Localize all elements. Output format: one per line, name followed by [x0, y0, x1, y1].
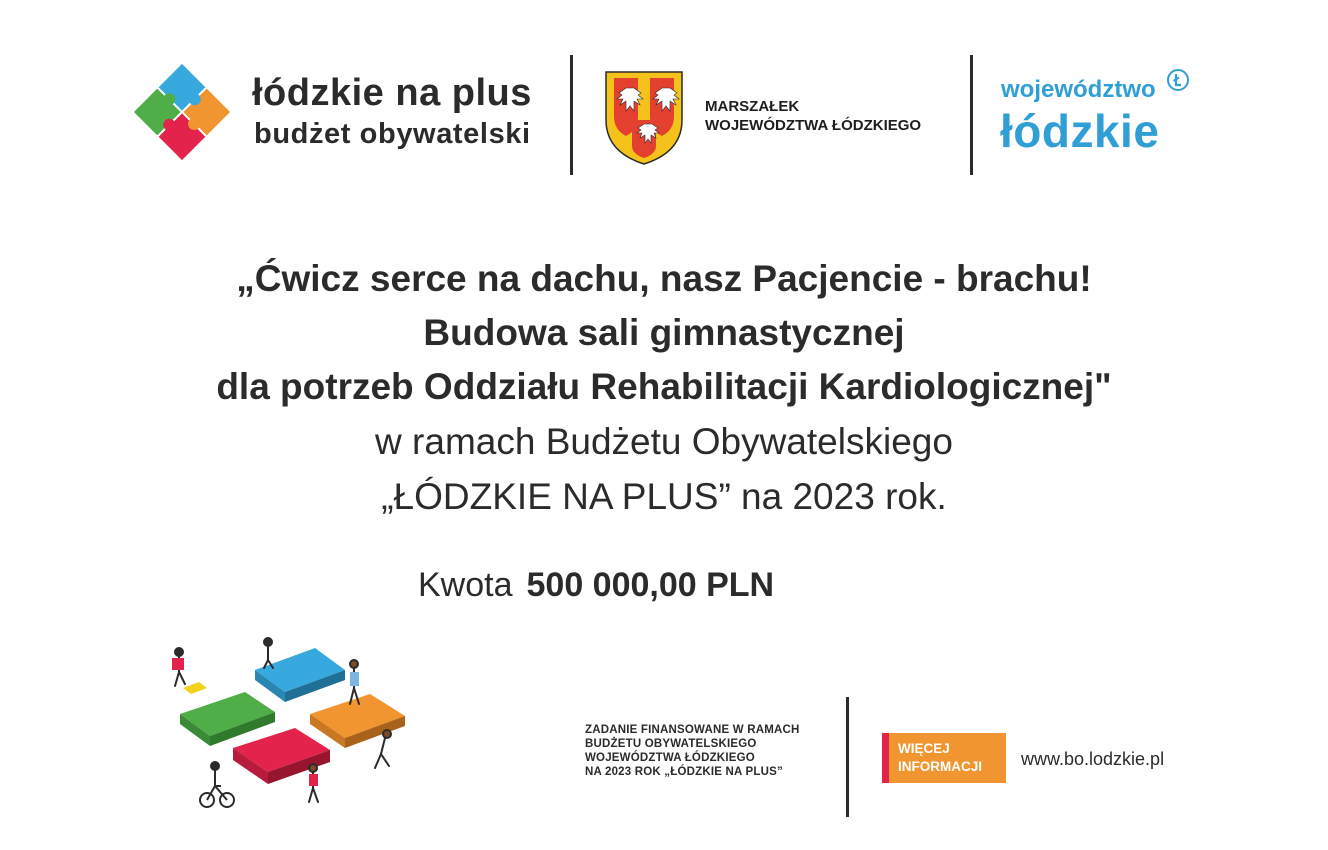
brand-subtitle: budżet obywatelski: [254, 118, 531, 150]
lodzkie-coin-icon: [1166, 68, 1190, 92]
project-subtitle-line2: „ŁÓDZKIE NA PLUS” na 2023 rok.: [381, 476, 947, 517]
financing-info-line2: BUDŻETU OBYWATELSKIEGO: [585, 738, 757, 750]
more-info-button[interactable]: [882, 733, 1006, 783]
project-subtitle-line1: w ramach Budżetu Obywatelskiego: [375, 421, 953, 462]
more-info-label-line1: WIĘCEJ: [898, 741, 950, 756]
puzzle-piece-green-icon: [180, 692, 275, 746]
project-title-line1: „Ćwicz serce na dachu, nasz Pacjencie - brachu!: [236, 258, 1092, 299]
marszalek-label: MARSZAŁEK: [705, 98, 800, 115]
financing-info-line1: ZADANIE FINANSOWANE W RAMACH: [585, 724, 800, 736]
footer-divider: [846, 697, 849, 817]
website-link[interactable]: www.bo.lodzkie.pl: [1021, 749, 1165, 769]
amount-label: Kwota: [418, 566, 513, 604]
financing-info-line3: WOJEWÓDZTWA ŁÓDZKIEGO: [585, 752, 755, 764]
wojewodztwo-label: województwo: [1001, 76, 1156, 103]
amount: [418, 566, 774, 605]
wojewodztwo-name: łódzkie: [1000, 105, 1160, 157]
project-title-line3: dla potrzeb Oddziału Rehabilitacji Kardiologicznej": [216, 366, 1112, 407]
more-info-label-line2: INFORMACJI: [898, 759, 982, 774]
project-title-line2: Budowa sali gimnastycznej: [423, 312, 905, 353]
puzzle-people-illustration: [165, 632, 415, 817]
marszalek-subtitle: WOJEWÓDZTWA ŁÓDZKIEGO: [705, 117, 922, 134]
amount-value: 500 000,00 PLN: [526, 566, 775, 604]
puzzle-logo-icon: [132, 62, 232, 162]
header-divider: [970, 55, 973, 175]
coat-of-arms-icon: [602, 68, 686, 166]
header-divider: [570, 55, 573, 175]
brand-title: łódzkie na plus: [252, 72, 532, 114]
more-info-accent: [882, 733, 889, 783]
financing-info-line4: NA 2023 ROK „ŁÓDZKIE NA PLUS”: [585, 766, 783, 778]
